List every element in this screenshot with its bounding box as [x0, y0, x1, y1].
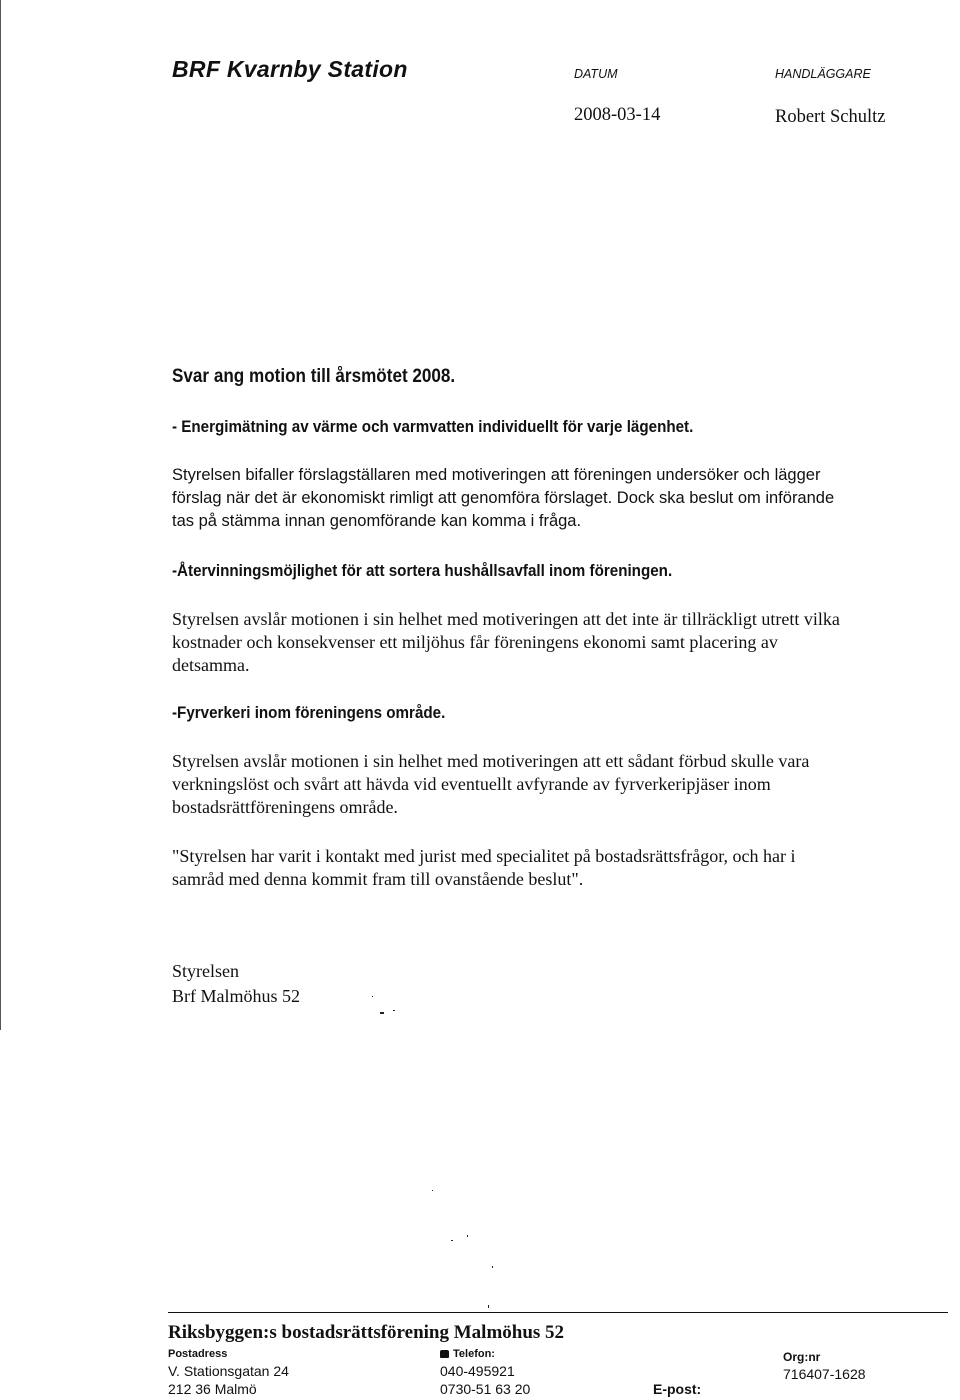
quote-line: samråd med denna kommit fram till ovanstående beslut".	[172, 869, 584, 889]
signature-line-2: Brf Malmöhus 52	[172, 986, 300, 1006]
scan-speck	[492, 1266, 493, 1268]
handler-value: Robert Schultz	[775, 107, 886, 127]
body-line: Styrelsen bifaller förslagställaren med motiveringen att föreningen undersöker och lägger	[172, 466, 821, 484]
scan-speck	[432, 1190, 433, 1191]
postal-line-2: 212 36 Malmö	[168, 1381, 257, 1397]
section-heading-energy: - Energimätning av värme och varmvatten individuellt för varje lägenhet.	[172, 418, 694, 436]
postal-label: Postadress	[168, 1348, 228, 1360]
body-line: verkningslöst och svårt att hävda vid eventuellt avfyrande av fyrverkeripjäser inom	[172, 774, 771, 794]
phone-label: Telefon:	[453, 1348, 495, 1360]
body-line: detsamma.	[172, 655, 250, 675]
quote-paragraph	[172, 845, 942, 891]
body-line: bostadsrättföreningens område.	[172, 797, 398, 817]
scan-speck	[467, 1235, 468, 1237]
orgnr-label: Org:nr	[783, 1350, 821, 1364]
section-body-energy	[172, 464, 942, 533]
handler-label: HANDLÄGGARE	[775, 67, 871, 81]
body-line: Styrelsen avslår motionen i sin helhet med motiveringen att det inte är tillräckligt utrett vilka	[172, 609, 840, 629]
scan-speck	[372, 996, 373, 997]
signature-line-1: Styrelsen	[172, 961, 239, 981]
section-body-fireworks	[172, 750, 942, 819]
scan-edge-line	[0, 0, 1, 1030]
organization-name: BRF Kvarnby Station	[172, 56, 408, 82]
body-line: tas på stämma innan genomförande kan komma i fråga.	[172, 512, 582, 530]
section-heading-fireworks: -Fyrverkeri inom föreningens område.	[172, 704, 446, 722]
body-line: kostnader och konsekvenser ett miljöhus får föreningens ekonomi samt placering av	[172, 632, 778, 652]
postal-line-1: V. Stationsgatan 24	[168, 1363, 289, 1379]
footer-organization: Riksbyggen:s bostadsrättsförening Malmöhus 52	[168, 1322, 565, 1343]
section-heading-recycling: -Återvinningsmöjlighet för att sortera hushållsavfall inom föreningen.	[172, 562, 673, 580]
date-value: 2008-03-14	[574, 105, 661, 125]
letter-title: Svar ang motion till årsmötet 2008.	[172, 366, 456, 387]
phone-line-2: 0730-51 63 20	[440, 1381, 531, 1397]
scan-speck	[488, 1305, 489, 1308]
scan-speck	[393, 1010, 395, 1011]
body-line: förslag när det är ekonomiskt rimligt att genomföra förslaget. Dock ska beslut om införande	[172, 489, 835, 507]
footer-divider	[168, 1312, 948, 1313]
email-label: E-post:	[653, 1381, 702, 1397]
scan-speck	[451, 1240, 453, 1241]
body-line: Styrelsen avslår motionen i sin helhet med motiveringen att ett sådant förbud skulle vara	[172, 751, 810, 771]
phone-line-1: 040-495921	[440, 1363, 515, 1379]
phone-icon	[440, 1350, 449, 1358]
section-body-recycling	[172, 608, 942, 677]
orgnr-value: 716407-1628	[783, 1366, 866, 1382]
phone-label-group	[440, 1348, 495, 1360]
scan-speck	[380, 1012, 384, 1014]
date-label: DATUM	[574, 67, 618, 81]
quote-line: "Styrelsen har varit i kontakt med jurist med specialitet på bostadsrättsfrågor, och har i	[172, 846, 796, 866]
